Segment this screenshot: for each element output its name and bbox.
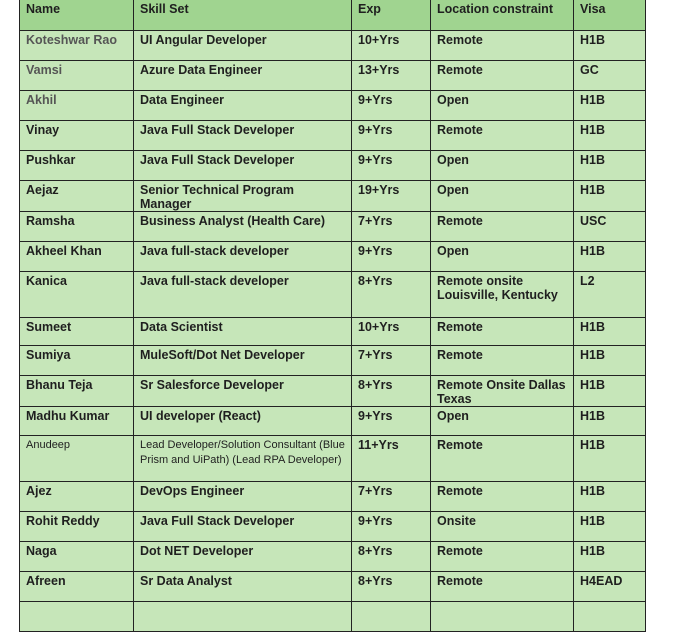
cell-exp: 8+Yrs: [352, 572, 431, 602]
cell-exp: 9+Yrs: [352, 121, 431, 151]
cell-visa: H1B: [574, 542, 646, 572]
table-row: [20, 212, 646, 242]
cell-visa: H1B: [574, 512, 646, 542]
cell-visa: H1B: [574, 91, 646, 121]
cell-location: Remote: [431, 31, 574, 61]
cell-visa: H1B: [574, 376, 646, 407]
cell-name: Sumiya: [20, 346, 134, 376]
cell-skill-set: Sr Data Analyst: [134, 572, 352, 602]
cell-visa: USC: [574, 212, 646, 242]
cell-location: Remote onsite Louisville, Kentucky: [431, 272, 574, 318]
cell-location: Remote: [431, 346, 574, 376]
cell-skill-set: Java Full Stack Developer: [134, 512, 352, 542]
cell-name: Naga: [20, 542, 134, 572]
cell-name: Afreen: [20, 572, 134, 602]
cell-name: Pushkar: [20, 151, 134, 181]
cell-skill-set: MuleSoft/Dot Net Developer: [134, 346, 352, 376]
cell-exp: 11+Yrs: [352, 436, 431, 482]
cell-location: Open: [431, 407, 574, 436]
cell-location: Open: [431, 151, 574, 181]
cell-name: Aejaz: [20, 181, 134, 212]
cell-visa: H1B: [574, 346, 646, 376]
cell-empty: [431, 602, 574, 632]
table-row: [20, 151, 646, 181]
cell-exp: 7+Yrs: [352, 346, 431, 376]
cell-visa: H1B: [574, 121, 646, 151]
table-row: [20, 272, 646, 318]
cell-empty: [134, 602, 352, 632]
cell-skill-set: Data Engineer: [134, 91, 352, 121]
cell-location: Open: [431, 91, 574, 121]
cell-location: Remote: [431, 542, 574, 572]
cell-name: Bhanu Teja: [20, 376, 134, 407]
cell-exp: 19+Yrs: [352, 181, 431, 212]
cell-visa: H1B: [574, 242, 646, 272]
cell-name: Akheel Khan: [20, 242, 134, 272]
cell-visa: L2: [574, 272, 646, 318]
cell-visa: GC: [574, 61, 646, 91]
cell-exp: 7+Yrs: [352, 482, 431, 512]
cell-visa: H4EAD: [574, 572, 646, 602]
cell-location: Remote: [431, 61, 574, 91]
cell-skill-set: Azure Data Engineer: [134, 61, 352, 91]
cell-skill-set: Java Full Stack Developer: [134, 151, 352, 181]
cell-exp: 10+Yrs: [352, 318, 431, 346]
cell-skill-set: DevOps Engineer: [134, 482, 352, 512]
cell-skill-set: Business Analyst (Health Care): [134, 212, 352, 242]
cell-skill-set: UI developer (React): [134, 407, 352, 436]
cell-location: Remote: [431, 436, 574, 482]
cell-location: Remote: [431, 318, 574, 346]
header-location: Location constraint: [431, 0, 574, 31]
table-row: [20, 91, 646, 121]
table-row: [20, 512, 646, 542]
cell-name: Anudeep: [20, 436, 134, 482]
cell-exp: 7+Yrs: [352, 212, 431, 242]
cell-skill-set: Java Full Stack Developer: [134, 121, 352, 151]
cell-name: Ramsha: [20, 212, 134, 242]
table-row: [20, 61, 646, 91]
cell-skill-set: Dot NET Developer: [134, 542, 352, 572]
header-row: [20, 0, 646, 31]
cell-location: Open: [431, 181, 574, 212]
cell-name: Madhu Kumar: [20, 407, 134, 436]
cell-skill-set: Sr Salesforce Developer: [134, 376, 352, 407]
table-row: [20, 407, 646, 436]
cell-location: Remote: [431, 121, 574, 151]
table-row: [20, 436, 646, 482]
table-row: [20, 376, 646, 407]
cell-exp: 8+Yrs: [352, 542, 431, 572]
table-row: [20, 121, 646, 151]
cell-empty: [574, 602, 646, 632]
cell-name: Kanica: [20, 272, 134, 318]
table-row: [20, 346, 646, 376]
cell-location: Remote Onsite Dallas Texas: [431, 376, 574, 407]
cell-exp: 9+Yrs: [352, 512, 431, 542]
cell-name: Rohit Reddy: [20, 512, 134, 542]
cell-visa: H1B: [574, 31, 646, 61]
cell-skill-set: Data Scientist: [134, 318, 352, 346]
cell-location: Remote: [431, 212, 574, 242]
cell-exp: 10+Yrs: [352, 31, 431, 61]
table-row: [20, 572, 646, 602]
cell-skill-set: Java full-stack developer: [134, 272, 352, 318]
table-row: [20, 602, 646, 632]
cell-name: Ajez: [20, 482, 134, 512]
cell-skill-set: Java full-stack developer: [134, 242, 352, 272]
cell-visa: H1B: [574, 436, 646, 482]
cell-name: Akhil: [20, 91, 134, 121]
cell-skill-set: Lead Developer/Solution Consultant (Blue Prism and UiPath) (Lead RPA Developer): [134, 436, 352, 482]
cell-name: Sumeet: [20, 318, 134, 346]
table-row: [20, 482, 646, 512]
cell-visa: H1B: [574, 181, 646, 212]
cell-location: Open: [431, 242, 574, 272]
cell-exp: 9+Yrs: [352, 407, 431, 436]
cell-location: Onsite: [431, 512, 574, 542]
table-row: [20, 318, 646, 346]
candidates-table: [19, 0, 646, 632]
cell-exp: 13+Yrs: [352, 61, 431, 91]
table-row: [20, 181, 646, 212]
cell-exp: 8+Yrs: [352, 376, 431, 407]
header-name: Name: [20, 0, 134, 31]
cell-name: Vinay: [20, 121, 134, 151]
table-row: [20, 31, 646, 61]
cell-exp: 8+Yrs: [352, 272, 431, 318]
header-visa: Visa: [574, 0, 646, 31]
cell-location: Remote: [431, 572, 574, 602]
cell-name: Koteshwar Rao: [20, 31, 134, 61]
cell-location: Remote: [431, 482, 574, 512]
cell-skill-set: UI Angular Developer: [134, 31, 352, 61]
header-skill-set: Skill Set: [134, 0, 352, 31]
cell-exp: 9+Yrs: [352, 91, 431, 121]
cell-skill-set: Senior Technical Program Manager: [134, 181, 352, 212]
cell-visa: H1B: [574, 407, 646, 436]
cell-name: Vamsi: [20, 61, 134, 91]
cell-visa: H1B: [574, 318, 646, 346]
cell-visa: H1B: [574, 482, 646, 512]
table-row: [20, 242, 646, 272]
cell-exp: 9+Yrs: [352, 151, 431, 181]
cell-visa: H1B: [574, 151, 646, 181]
cell-empty: [20, 602, 134, 632]
header-exp: Exp: [352, 0, 431, 31]
cell-empty: [352, 602, 431, 632]
cell-exp: 9+Yrs: [352, 242, 431, 272]
table-row: [20, 542, 646, 572]
